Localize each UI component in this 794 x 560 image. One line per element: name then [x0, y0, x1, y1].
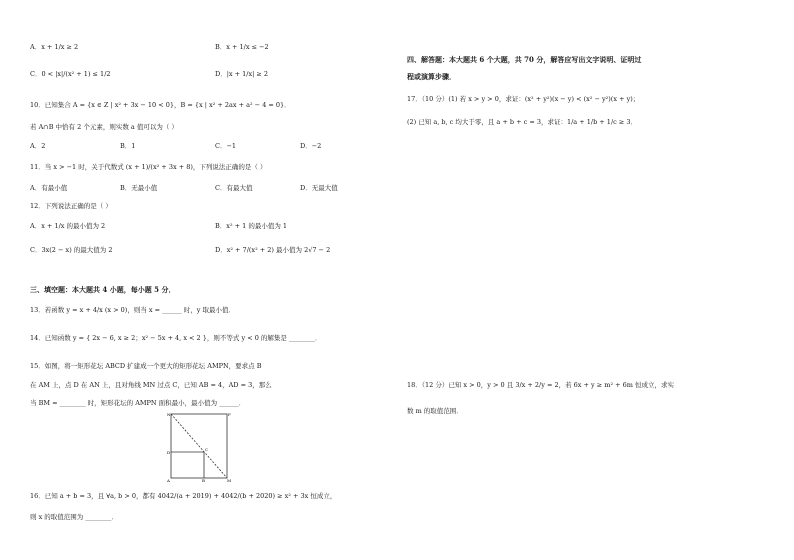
- q9-option-a: A．x + 1/x ≥ 2: [30, 43, 79, 51]
- q12-option-c: C．3x(2 − x) 的最大值为 2: [30, 246, 113, 254]
- label-c: C: [205, 447, 209, 452]
- rectangle-garden-figure: [166, 410, 232, 482]
- q11-option-a: A．有最小值: [30, 184, 68, 192]
- q15-line-1: 15．如图，将一矩形花坛 ABCD 扩建成一个更大的矩形花坛 AMPN，要求点 B: [30, 362, 262, 370]
- q12-option-d: D．x² + 7/(x² + 2) 最小值为 2√7 − 2: [215, 246, 331, 254]
- q11-option-c: C．有最大值: [215, 184, 253, 192]
- q11-option-b: B．无最小值: [120, 184, 158, 192]
- q10-option-b: B．1: [120, 142, 136, 150]
- label-b: B: [202, 478, 205, 482]
- q12-option-a: A．x + 1/x 的最小值为 2: [30, 222, 106, 230]
- q18-line-1: 18．（12 分）已知 x > 0，y > 0 且 3/x + 2/y = 2，若 6x + y ≥ m² + 6m 恒成立，求实: [407, 381, 675, 389]
- q9-option-b: B．x + 1/x ≤ −2: [215, 43, 269, 51]
- q10-stem-2: 若 A∩B 中恰有 2 个元素，则实数 a 值可以为（ ）: [30, 123, 178, 131]
- q9-option-c: C．0 < |x|/(x² + 1) ≤ 1/2: [30, 70, 111, 78]
- inner-rectangle-abcd: [171, 452, 204, 478]
- q15-line-3: 当 BM = ________ 时，矩形花坛的 AMPN 面积最小，最小值为 ______．: [30, 399, 246, 407]
- q13: 13．若函数 y = x + 4/x (x > 0)，则当 x = ______ 时，y 取最小值．: [30, 306, 235, 314]
- q17-line-1: 17．（10 分）(1) 若 x > y > 0，求证：(x² + y²)(x − y) < (x² − y²)(x + y)；: [407, 95, 640, 103]
- q12-option-b: B．x² + 1 的最小值为 1: [215, 222, 288, 230]
- section-4-heading-line-2: 程或演算步骤．: [407, 72, 456, 81]
- label-d: D: [167, 450, 171, 455]
- q12-stem: 12．下列说法正确的是（ ）: [30, 202, 112, 210]
- q16-line-2: 则 x 的取值范围为 ________．: [30, 513, 118, 521]
- section-4-heading-line-1: 四、解答题：本大题共 6 个大题，共 70 分，解答应写出文字说明、证明过: [407, 55, 642, 64]
- label-n: N: [167, 412, 171, 417]
- q14: 14．已知函数 y = { 2x − 6, x ≥ 2；x² − 5x + 4, x < 2 }，则不等式 y < 0 的解集是 ________．: [30, 334, 322, 342]
- q18-line-2: 数 m 的取值范围．: [407, 407, 463, 415]
- label-p: P: [228, 412, 231, 417]
- q16-line-1: 16．已知 a + b = 3，且 ∀a, b > 0，都有 4042/(a + 2019) + 4042/(b + 2020) ≥ x² + 3x 恒成立，: [30, 492, 337, 500]
- q9-option-d: D．|x + 1/x| ≥ 2: [215, 70, 269, 78]
- q11-option-d: D．无最大值: [300, 184, 338, 192]
- section-3-heading: 三、填空题：本大题共 4 小题，每小题 5 分．: [30, 285, 176, 294]
- q17-line-2: (2) 已知 a, b, c 均大于零，且 a + b + c = 3，求证：1/a + 1/b + 1/c ≥ 3．: [407, 118, 637, 126]
- diagonal-mn: [171, 414, 227, 478]
- q15-line-2: 在 AM 上，点 D 在 AN 上，且对角线 MN 过点 C，已知 AB = 4，AD = 3，那么: [30, 381, 272, 389]
- q10-option-c: C．−1: [215, 142, 237, 150]
- q10-stem: 10．已知集合 A = {x ∈ Z | x² + 3x − 10 < 0}，B = {x | x² + 2ax + a² − 4 = 0}．: [30, 101, 291, 109]
- q10-option-a: A．2: [30, 142, 46, 150]
- q11-stem: 11．当 x > −1 时，关于代数式 (x + 1)/(x² + 3x + 8)，下列说法正确的是（ ）: [30, 163, 267, 171]
- q10-option-d: D．−2: [300, 142, 322, 150]
- label-a: A: [167, 478, 170, 482]
- label-m: M: [227, 478, 232, 482]
